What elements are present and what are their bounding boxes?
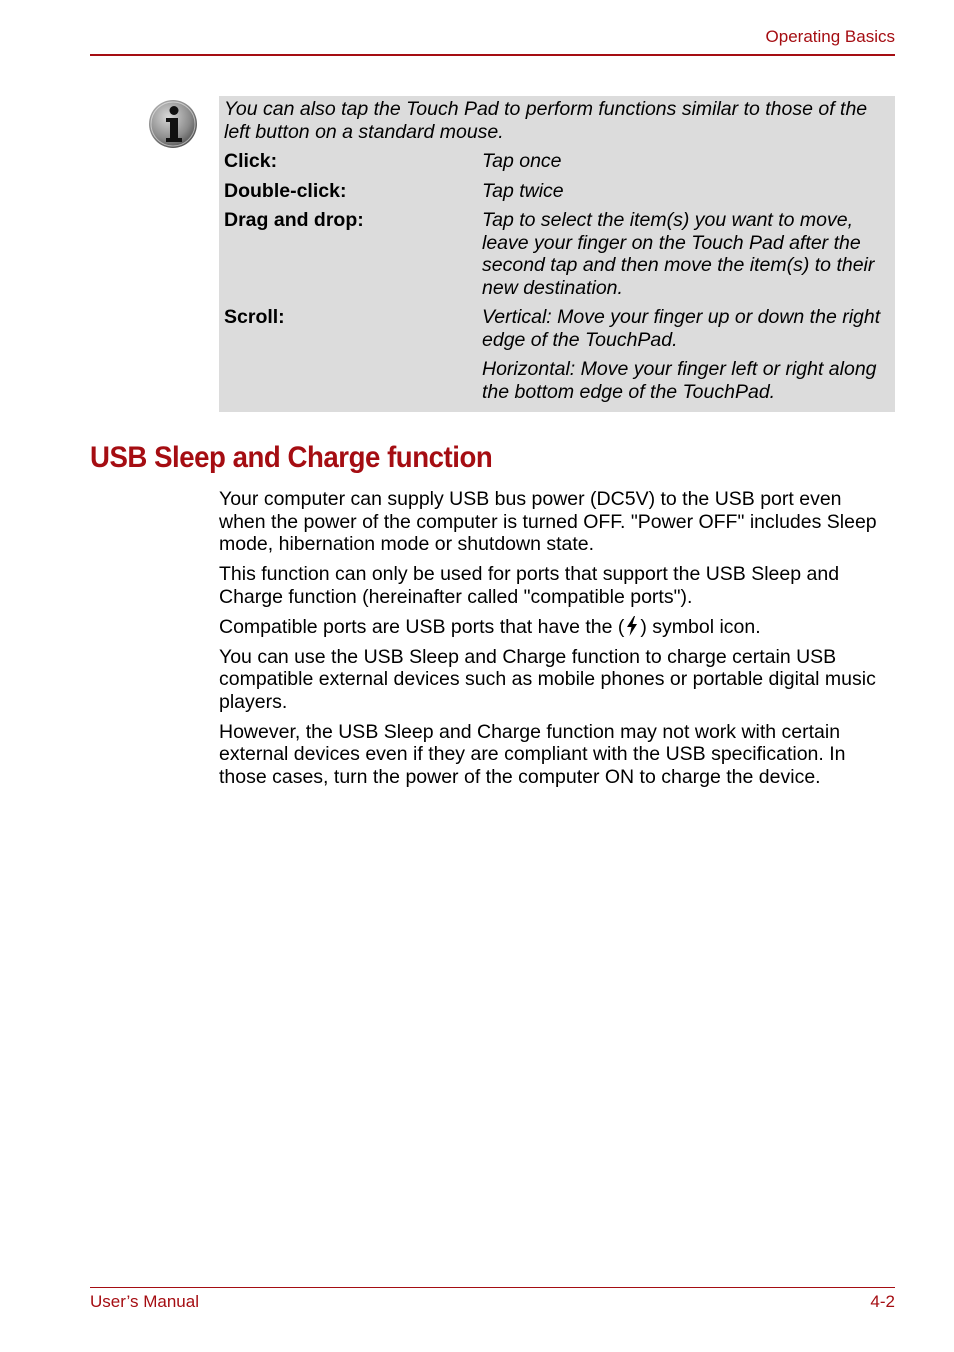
note-intro: You can also tap the Touch Pad to perform functions similar to those of the left button on a standard mouse. — [224, 98, 868, 143]
page-number: 4-2 — [870, 1292, 895, 1311]
body-paragraph: This function can only be used for ports that support the USB Sleep and Charge function (hereinafter called "compatible ports"). — [219, 563, 840, 608]
body-paragraph: You can use the USB Sleep and Charge function to charge certain USB compatible external devices such as mobile phones or portable digital music players. — [219, 645, 876, 713]
footer-rule — [90, 1287, 895, 1288]
info-icon — [147, 98, 201, 152]
note-row-click — [224, 150, 889, 173]
header-rule — [90, 54, 895, 56]
note-desc-text: Tap twice — [482, 179, 564, 202]
note-row-scroll — [224, 306, 889, 403]
note-box — [219, 96, 895, 412]
symbol-text-before: Compatible ports are USB ports that have the ( — [219, 615, 625, 638]
note-row-drag-and-drop — [224, 209, 889, 299]
note-term: Drag and drop: — [224, 209, 364, 231]
running-header: Operating Basics — [765, 27, 895, 46]
symbol-text-after: ) symbol icon. — [640, 615, 761, 638]
note-desc-text: Tap once — [482, 150, 562, 172]
body-paragraph: However, the USB Sleep and Charge function may not work with certain external devices even if they are compliant with the USB specification. In those cases, turn the power of the computer ON to charge the device. — [219, 720, 846, 788]
section-body — [219, 488, 889, 796]
note-desc — [482, 180, 889, 203]
note-term: Scroll: — [224, 306, 285, 328]
usb-sleep-charge-icon — [625, 616, 639, 636]
note-desc-text: Tap to select the item(s) you want to move, leave your finger on the Touch Pad after the second tap and then move the item(s) to their new destination. — [482, 209, 875, 299]
note-desc — [482, 209, 889, 299]
note-term: Double-click: — [224, 179, 347, 202]
footer-manual-title: User’s Manual — [90, 1292, 199, 1311]
note-desc — [482, 150, 889, 173]
note-desc — [482, 306, 889, 403]
note-row-double-click — [224, 180, 889, 203]
note-desc-text: Horizontal: Move your finger left or right along the bottom edge of the TouchPad. — [482, 358, 877, 403]
body-paragraph-symbol — [219, 616, 889, 639]
note-term: Click: — [224, 150, 278, 172]
body-paragraph: Your computer can supply USB bus power (DC5V) to the USB port even when the power of the computer is turned OFF. "Power OFF" includes Sleep mode, hibernation mode or shutdown state. — [219, 488, 877, 555]
note-desc-text: Vertical: Move your finger up or down the right edge of the TouchPad. — [482, 306, 881, 351]
section-heading: USB Sleep and Charge function — [90, 441, 493, 474]
